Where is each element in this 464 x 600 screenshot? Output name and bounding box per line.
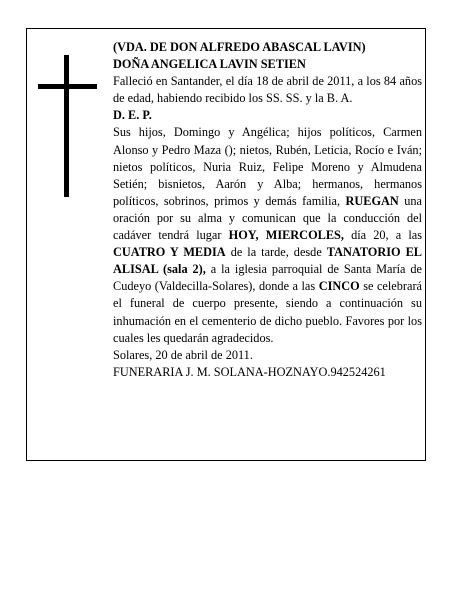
ruegan-label: RUEGAN <box>345 193 399 208</box>
cross-icon <box>64 55 69 197</box>
funeral-home: FUNERARIA J. M. SOLANA-HOZNAYO.942524261 <box>113 364 386 379</box>
time-label: CUATRO Y MEDIA <box>113 245 226 260</box>
cross-icon-bar <box>38 84 97 89</box>
place-date: Solares, 20 de abril de 2011. <box>113 347 253 362</box>
obituary-text <box>113 39 422 381</box>
tanatorio-label: TANATORIO EL ALISAL (sala 2), <box>113 245 422 277</box>
date-text: día 20, a las <box>351 228 422 243</box>
church-text: a la iglesia parroquial de Santa María de Cudeyo (Valdecilla-Solares), donde a las <box>113 262 422 294</box>
cinco-label: CINCO <box>318 279 360 294</box>
request-text: una oración por su alma y comunican que la conducción del cadáver tendrá lugar <box>113 193 423 243</box>
funeral-text: se celebrará el funeral de cuerpo presente, siendo a continuación su inhumación en el cementerio de dicho pueblo. Favores por los cuales les quedarán agradecidos. <box>113 279 422 345</box>
family-paragraph <box>113 124 422 346</box>
day-label: HOY, MIERCOLES, <box>228 228 344 243</box>
afternoon-text: de la tarde, desde <box>230 245 322 260</box>
widow-line: (VDA. DE DON ALFREDO ABASCAL LAVIN) <box>113 40 366 54</box>
deceased-name: DOÑA ANGELICA LAVIN SETIEN <box>113 57 306 72</box>
rip-label: D. E. P. <box>113 108 152 123</box>
death-info: Falleció en Santander, el día 18 de abril de 2011, a los 84 años de edad, habiendo recibido los SS. SS. y la B. A. <box>113 74 422 106</box>
family-text: Sus hijos, Domingo y Angélica; hijos políticos, Carmen Alonso y Pedro Maza (); nietos, Rubén, Leticia, Rocío e Iván; nietos políticos, Nuria Ruiz, Felipe Moreno y Almudena Setién; bisnietos, Aarón y Alba; hermanos, hermanos políticos, sobrinos, primos y demás familia, <box>113 125 422 208</box>
